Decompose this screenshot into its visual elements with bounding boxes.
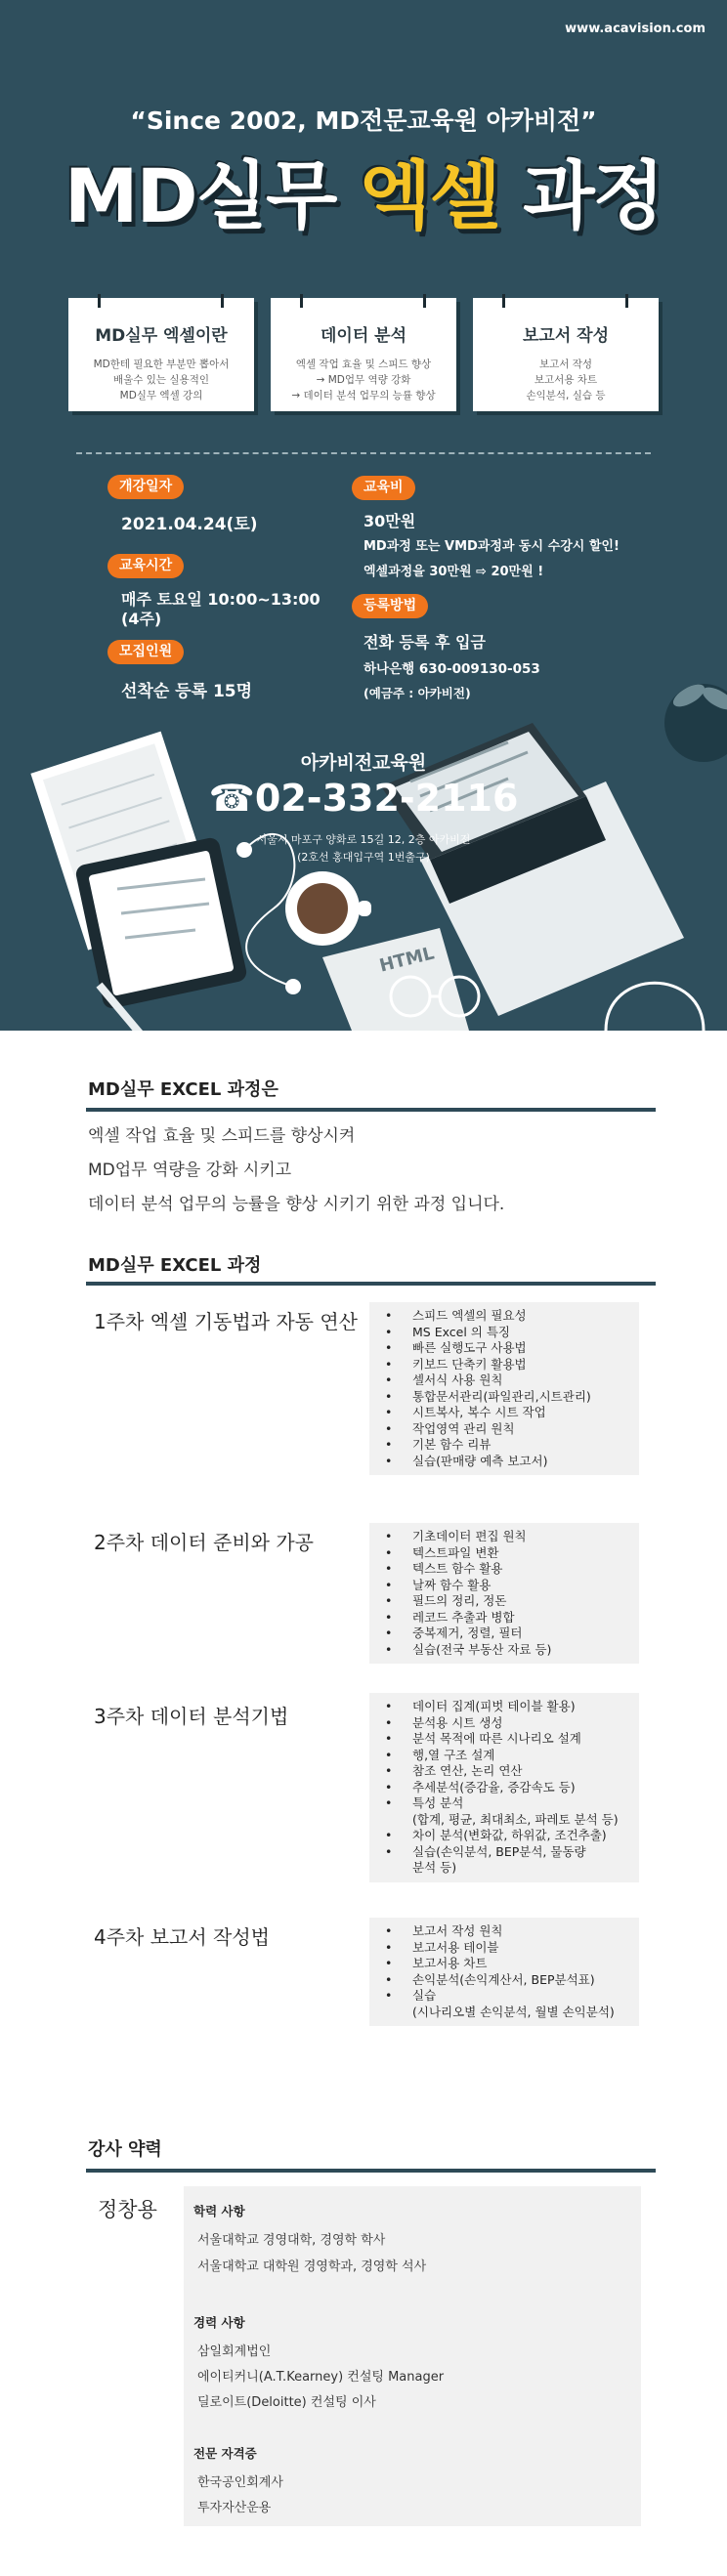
fee-badge: 교육비 <box>352 476 415 500</box>
topic-text: 손익분석(손익계산서, BEP분석표) <box>412 1971 595 1987</box>
topic-text: 중복제거, 정렬, 필터 <box>412 1626 523 1640</box>
bullet-icon: • <box>385 1405 393 1419</box>
card-pin <box>502 294 505 308</box>
course-heading-rule <box>86 1282 656 1286</box>
topic-item <box>377 1308 631 1325</box>
topic-item <box>377 1923 631 1940</box>
bullet-icon: • <box>385 1939 393 1955</box>
bullet-icon: • <box>385 1699 393 1713</box>
week3-title: 3주차 데이터 분석기법 <box>94 1705 289 1728</box>
bullet-icon: • <box>385 1843 393 1859</box>
topic-text: 실습(판매량 예측 보고서) <box>412 1453 548 1468</box>
topic-item <box>377 1421 631 1438</box>
bullet-icon: • <box>385 1626 393 1640</box>
phone-number[interactable]: ☎02-332-2116 <box>208 777 519 820</box>
topic-item <box>377 1642 631 1659</box>
fee-discount-note: MD과정 또는 VMD과정과 동시 수강시 할인! <box>364 539 620 554</box>
week4-topics <box>369 1918 639 2026</box>
topic-text: 텍스트파일 변환 <box>412 1544 499 1560</box>
topic-text: 시트복사, 복수 시트 작업 <box>412 1405 546 1419</box>
fee-discount-price: 엑셀과정을 30만원 ⇨ 20만원 ! <box>364 565 544 579</box>
topic-item <box>377 1610 631 1626</box>
bullet-icon: • <box>385 1763 393 1778</box>
bullet-icon: • <box>385 1779 393 1795</box>
title-md: MD실무 <box>64 152 336 239</box>
topic-text: 실습 (시나리오별 손익분석, 월별 손익분석) <box>412 1988 615 2019</box>
topic-item <box>377 1940 631 1957</box>
bullet-icon: • <box>385 1420 393 1436</box>
topic-item <box>377 1437 631 1454</box>
certificate-item: 한국공인회계사 <box>197 2475 283 2490</box>
topic-item <box>377 1626 631 1642</box>
topic-item <box>377 1988 631 2020</box>
topic-item <box>377 1578 631 1594</box>
address: 서울시 마포구 양화로 15길 12, 2층 아카비전 <box>256 833 471 846</box>
topic-text: 셀서식 사용 원칙 <box>412 1372 503 1387</box>
topic-text: 보고서용 차트 <box>412 1956 488 1970</box>
intro-heading: MD실무 EXCEL 과정은 <box>88 1079 278 1100</box>
intro-line: 데이터 분석 업무의 능률을 향상 시키기 위한 과정 입니다. <box>88 1195 505 1214</box>
topic-item <box>377 1529 631 1545</box>
card-pin <box>423 294 426 308</box>
topic-text: 참조 연산, 논리 연산 <box>412 1763 523 1778</box>
bullet-icon: • <box>385 1308 393 1323</box>
card-desc: MD한테 필요한 부분만 뽑아서 배울수 있는 실용적인 MD실무 엑셀 강의 <box>93 359 230 401</box>
topic-text: 분석 목적에 따른 시나리오 설계 <box>412 1731 581 1746</box>
topic-item <box>377 1972 631 1989</box>
time-badge: 교육시간 <box>107 554 184 578</box>
card-pin <box>98 294 101 308</box>
account-holder: (예금주 : 아카비전) <box>364 686 471 700</box>
topic-text: 특성 분석 (합계, 평균, 최대최소, 파레토 분석 등) <box>412 1795 619 1827</box>
since-tagline: “Since 2002, MD전문교육원 아카비전” <box>130 106 597 135</box>
bullet-icon: • <box>385 1971 393 1987</box>
topic-item <box>377 1828 631 1844</box>
topic-item <box>377 1325 631 1341</box>
card-title: 보고서 작성 <box>522 326 610 346</box>
register-method: 전화 등록 후 입금 <box>364 633 486 652</box>
topic-text: 빠른 실행도구 사용법 <box>412 1340 527 1355</box>
topic-text: 실습(손익분석, BEP분석, 물동량 분석 등) <box>412 1843 586 1875</box>
bullet-icon: • <box>385 1714 393 1730</box>
class-weeks: (4주) <box>121 610 162 628</box>
topic-text: 날짜 함수 활용 <box>412 1577 492 1592</box>
topic-text: 행,열 구조 설계 <box>412 1747 495 1762</box>
coffee-cup-illustration <box>285 871 371 946</box>
card-pin <box>625 294 628 308</box>
topic-item <box>377 1748 631 1764</box>
topic-item <box>377 1593 631 1610</box>
title-course: 과정 <box>523 152 663 239</box>
topic-text: 키보드 단축키 활용법 <box>412 1356 527 1372</box>
topic-text: 분석용 시트 생성 <box>412 1714 503 1730</box>
topic-item <box>377 1780 631 1796</box>
instructor-profile <box>184 2186 641 2526</box>
capacity: 선착순 등록 15명 <box>121 682 253 701</box>
dashed-divider <box>76 452 651 454</box>
week1-title: 1주차 엑셀 기동법과 자동 연산 <box>94 1310 358 1333</box>
bullet-icon: • <box>385 1828 393 1842</box>
week3-topics <box>369 1693 639 1882</box>
card-title: 데이터 분석 <box>320 326 407 346</box>
topic-item <box>377 1389 631 1406</box>
bullet-icon: • <box>385 1356 393 1372</box>
topic-item <box>377 1715 631 1732</box>
bullet-icon: • <box>385 1747 393 1762</box>
topic-text: 기본 함수 리뷰 <box>412 1437 492 1452</box>
start-date: 2021.04.24(토) <box>121 515 258 534</box>
start-date-badge: 개강일자 <box>107 475 184 499</box>
week4-title: 4주차 보고서 작성법 <box>94 1925 270 1949</box>
topic-item <box>377 1795 631 1828</box>
instructor-heading-rule <box>86 2169 656 2173</box>
bullet-icon: • <box>385 1923 393 1938</box>
topic-item <box>377 1405 631 1421</box>
intro-heading-rule <box>86 1108 656 1112</box>
topic-text: 기초데이터 편집 원칙 <box>412 1529 527 1543</box>
week1-topics <box>369 1302 639 1475</box>
topic-item <box>377 1561 631 1578</box>
card-desc: 보고서 작성 보고서용 차트 손익분석, 실습 등 <box>526 359 606 401</box>
certificate-item: 투자자산운용 <box>197 2501 272 2515</box>
bullet-icon: • <box>385 1437 393 1452</box>
topic-text: 실습(전국 부동산 자료 등) <box>412 1641 552 1657</box>
topic-text: 데이터 집계(피벗 테이블 활용) <box>412 1699 576 1713</box>
bullet-icon: • <box>385 1593 393 1608</box>
bullet-icon: • <box>385 1731 393 1746</box>
register-badge: 등록방법 <box>352 594 428 618</box>
bullet-icon: • <box>385 1609 393 1625</box>
career-item: 딜로이트(Deloitte) 컨설팅 이사 <box>197 2395 376 2410</box>
instructor-name: 정창용 <box>98 2198 157 2221</box>
topic-text: 차이 분석(변화값, 하위값, 조건추출) <box>412 1828 607 1842</box>
topic-text: 스피드 엑셀의 필요성 <box>412 1308 527 1323</box>
career-item: 에이티커니(A.T.Kearney) 컨설팅 Manager <box>197 2370 445 2385</box>
bullet-icon: • <box>385 1388 393 1404</box>
bullet-icon: • <box>385 1529 393 1543</box>
bullet-icon: • <box>385 1544 393 1560</box>
topic-item <box>377 1372 631 1389</box>
bullet-icon: • <box>385 1561 393 1576</box>
title-excel: 엑셀 <box>359 152 499 239</box>
bullet-icon: • <box>385 1988 393 2003</box>
headphone-illustration <box>606 983 704 1031</box>
bullet-icon: • <box>385 1453 393 1468</box>
topic-item <box>377 1357 631 1373</box>
html-paper-text: HTML <box>377 943 437 977</box>
topic-text: 텍스트 함수 활용 <box>412 1561 503 1576</box>
topic-item <box>377 1844 631 1877</box>
fee: 30만원 <box>364 512 416 530</box>
topic-item <box>377 1454 631 1470</box>
card-pin <box>221 294 224 308</box>
feature-cards <box>68 298 659 411</box>
topic-text: 레코드 추출과 병합 <box>412 1609 515 1625</box>
certificate-heading: 전문 자격증 <box>193 2446 257 2461</box>
bullet-icon: • <box>385 1577 393 1592</box>
instructor-heading: 강사 약력 <box>88 2139 162 2160</box>
topic-text: 보고서용 테이블 <box>412 1939 499 1955</box>
topic-text: 작업영역 관리 원칙 <box>412 1420 515 1436</box>
intro-line: 엑셀 작업 효율 및 스피드를 향상시켜 <box>88 1126 356 1146</box>
topic-item <box>377 1763 631 1780</box>
career-item: 삼일회계법인 <box>197 2344 272 2359</box>
topic-item <box>377 1956 631 1972</box>
career-heading: 경력 사항 <box>193 2315 245 2330</box>
bank-account: 하나은행 630-009130-053 <box>364 661 540 677</box>
bullet-icon: • <box>385 1372 393 1387</box>
feature-card-what <box>68 298 254 411</box>
topic-item <box>377 1731 631 1748</box>
capacity-badge: 모집인원 <box>107 640 184 664</box>
topic-text: MS Excel 의 특징 <box>412 1324 510 1339</box>
topic-item <box>377 1545 631 1562</box>
feature-card-report <box>473 298 659 411</box>
topic-text: 추세분석(증감율, 증감속도 등) <box>412 1779 576 1795</box>
week2-topics <box>369 1523 639 1664</box>
topic-item <box>377 1699 631 1715</box>
education-item: 서울대학교 경영대학, 경영학 학사 <box>197 2233 386 2248</box>
topic-item <box>377 1340 631 1357</box>
bullet-icon: • <box>385 1956 393 1970</box>
class-time: 매주 토요일 10:00~13:00 <box>121 590 321 609</box>
card-title: MD실무 엑셀이란 <box>95 326 228 346</box>
paper-illustration <box>322 928 469 1031</box>
academy-name: 아카비전교육원 <box>300 752 427 774</box>
course-heading: MD실무 EXCEL 과정 <box>88 1255 262 1276</box>
card-pin <box>300 294 303 308</box>
bullet-icon: • <box>385 1324 393 1339</box>
hero-banner <box>0 0 727 1031</box>
address-subway: (2호선 홍대입구역 1번출구) <box>297 851 430 864</box>
feature-card-analysis <box>271 298 456 411</box>
main-title <box>0 137 727 243</box>
card-desc: 엑셀 작업 효율 및 스피드 향상 → MD업무 역량 강화 → 데이터 분석 업무의 능률 향상 <box>291 359 436 401</box>
education-item: 서울대학교 대학원 경영학과, 경영학 석사 <box>197 2259 427 2274</box>
education-heading: 학력 사항 <box>193 2204 245 2218</box>
bullet-icon: • <box>385 1340 393 1355</box>
topic-text: 필드의 정리, 정돈 <box>412 1593 507 1608</box>
bullet-icon: • <box>385 1641 393 1657</box>
site-url[interactable]: www.acavision.com <box>565 21 706 36</box>
bullet-icon: • <box>385 1795 393 1810</box>
week2-title: 2주차 데이터 준비와 가공 <box>94 1531 314 1554</box>
topic-text: 보고서 작성 원칙 <box>412 1923 503 1938</box>
topic-text: 통합문서관리(파일관리,시트관리) <box>412 1388 591 1404</box>
intro-line: MD업무 역량을 강화 시키고 <box>88 1161 292 1180</box>
